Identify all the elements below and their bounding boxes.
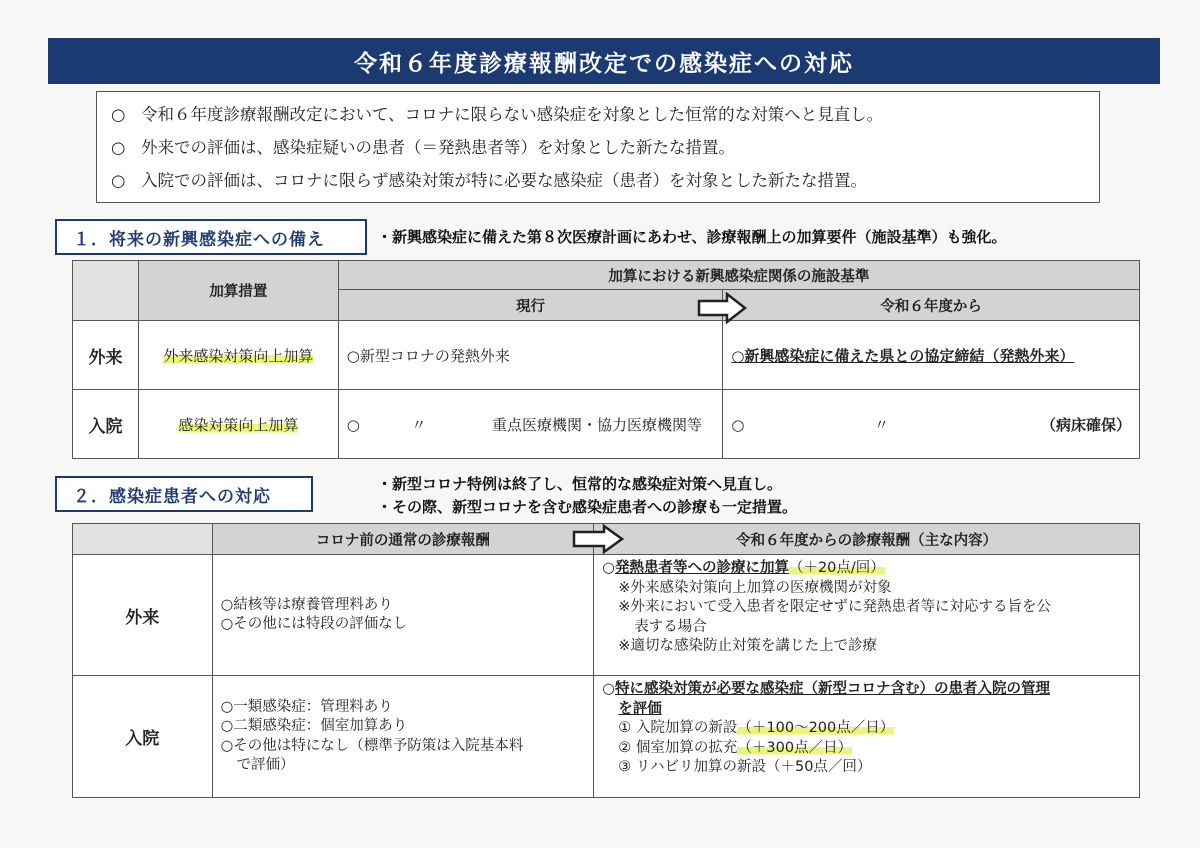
- header-group: 加算における新興感染症関係の施設基準: [338, 261, 1139, 290]
- summary-item: ○ 入院での評価は、コロナに限らず感染対策が特に必要な感染症（患者）を対象とした新たな措置。: [111, 164, 1085, 197]
- points-badge: （＋20点/回）: [788, 560, 885, 576]
- bullet-icon: ○: [111, 105, 126, 124]
- summary-item: ○ 外来での評価は、感染症疑いの患者（＝発熱患者等）を対象とした新たな措置。: [111, 131, 1085, 164]
- row-label-inpatient: 入院: [73, 390, 139, 459]
- row-label-outpatient: 外来: [73, 321, 139, 390]
- section2-note: ・その際、新型コロナを含む感染症患者への診療も一定措置。: [377, 498, 798, 516]
- list-item: ② 個室加算の拡充（＋300点／日）: [618, 739, 853, 756]
- before-outpatient: ○結核等は療養管理料あり ○その他には特段の評価なし: [212, 555, 594, 676]
- current-inpatient: ○ 〃 重点医療機関・協力医療機関等: [338, 390, 723, 459]
- header-current: 現行: [338, 290, 723, 321]
- current-outpatient: ○新型コロナの発熱外来: [338, 321, 723, 390]
- page-title: 令和６年度診療報酬改定での感染症への対応: [48, 38, 1160, 84]
- arrow-right-icon: [697, 292, 747, 324]
- list-item: ③ リハビリ加算の新設（＋50点／回）: [618, 759, 872, 775]
- points-badge: （＋100〜200点／日）: [737, 720, 895, 736]
- new-inpatient: ○ 〃 （病床確保）: [723, 390, 1140, 459]
- header-measure: 加算措置: [138, 261, 338, 321]
- before-inpatient: ○一類感染症：管理料あり ○二類感染症：個室加算あり ○その他は特になし（標準予防策は入院基本料 で評価）: [212, 676, 594, 798]
- bullet-icon: ○: [111, 171, 126, 190]
- section2-table: [72, 523, 1140, 798]
- bullet-icon: ○: [111, 138, 126, 157]
- ditto-mark: 〃: [411, 415, 427, 434]
- measure-inpatient: 感染対策向上加算: [138, 390, 338, 459]
- list-item: ① 入院加算の新設（＋100〜200点／日）: [618, 720, 895, 736]
- section2-note: ・新型コロナ特例は終了し、恒常的な感染症対策へ見直し。: [377, 475, 783, 493]
- header-new: 令和６年度からの診療報酬（主な内容）: [594, 524, 1140, 555]
- points-badge: （＋50点／回）: [765, 759, 872, 775]
- section1-note: ・新興感染症に備えた第８次医療計画にあわせ、診療報酬上の加算要件（施設基準）も強化。: [377, 228, 1007, 246]
- new-outpatient: ○新興感染症に備えた県との協定締結（発熱外来）: [723, 321, 1140, 390]
- summary-box: [96, 91, 1100, 203]
- new-inpatient: ○特に感染対策が必要な感染症（新型コロナ含む）の患者入院の管理 を評価 ① 入院加算の新設（＋100〜200点／日） ② 個室加算の拡充（＋300点／日） ③ リハビリ加算の新設（＋50点／回）: [594, 676, 1140, 798]
- section2-heading: ２．感染症患者への対応: [55, 476, 313, 512]
- section1-heading: １．将来の新興感染症への備え: [55, 219, 367, 255]
- ditto-mark: 〃: [873, 415, 889, 434]
- row-label-inpatient: 入院: [73, 676, 213, 798]
- new-outpatient: ○発熱患者等への診療に加算（＋20点/回） ※外来感染対策向上加算の医療機関が対象 ※外来において受入患者を限定せずに発熱患者等に対応する旨を公 表する場合 ※適切な感染防止対策を講じた上で診療: [594, 555, 1140, 676]
- points-badge: （＋300点／日）: [737, 739, 853, 756]
- arrow-right-icon: [572, 524, 624, 554]
- header-before: コロナ前の通常の診療報酬: [212, 524, 594, 555]
- corner-cell: [73, 524, 213, 555]
- summary-item: ○ 令和６年度診療報酬改定において、コロナに限らない感染症を対象とした恒常的な対策へと見直し。: [111, 98, 1085, 131]
- header-new: 令和６年度から: [723, 290, 1140, 321]
- corner-cell: [73, 261, 139, 321]
- section1-table: [72, 260, 1140, 459]
- measure-outpatient: 外来感染対策向上加算: [138, 321, 338, 390]
- row-label-outpatient: 外来: [73, 555, 213, 676]
